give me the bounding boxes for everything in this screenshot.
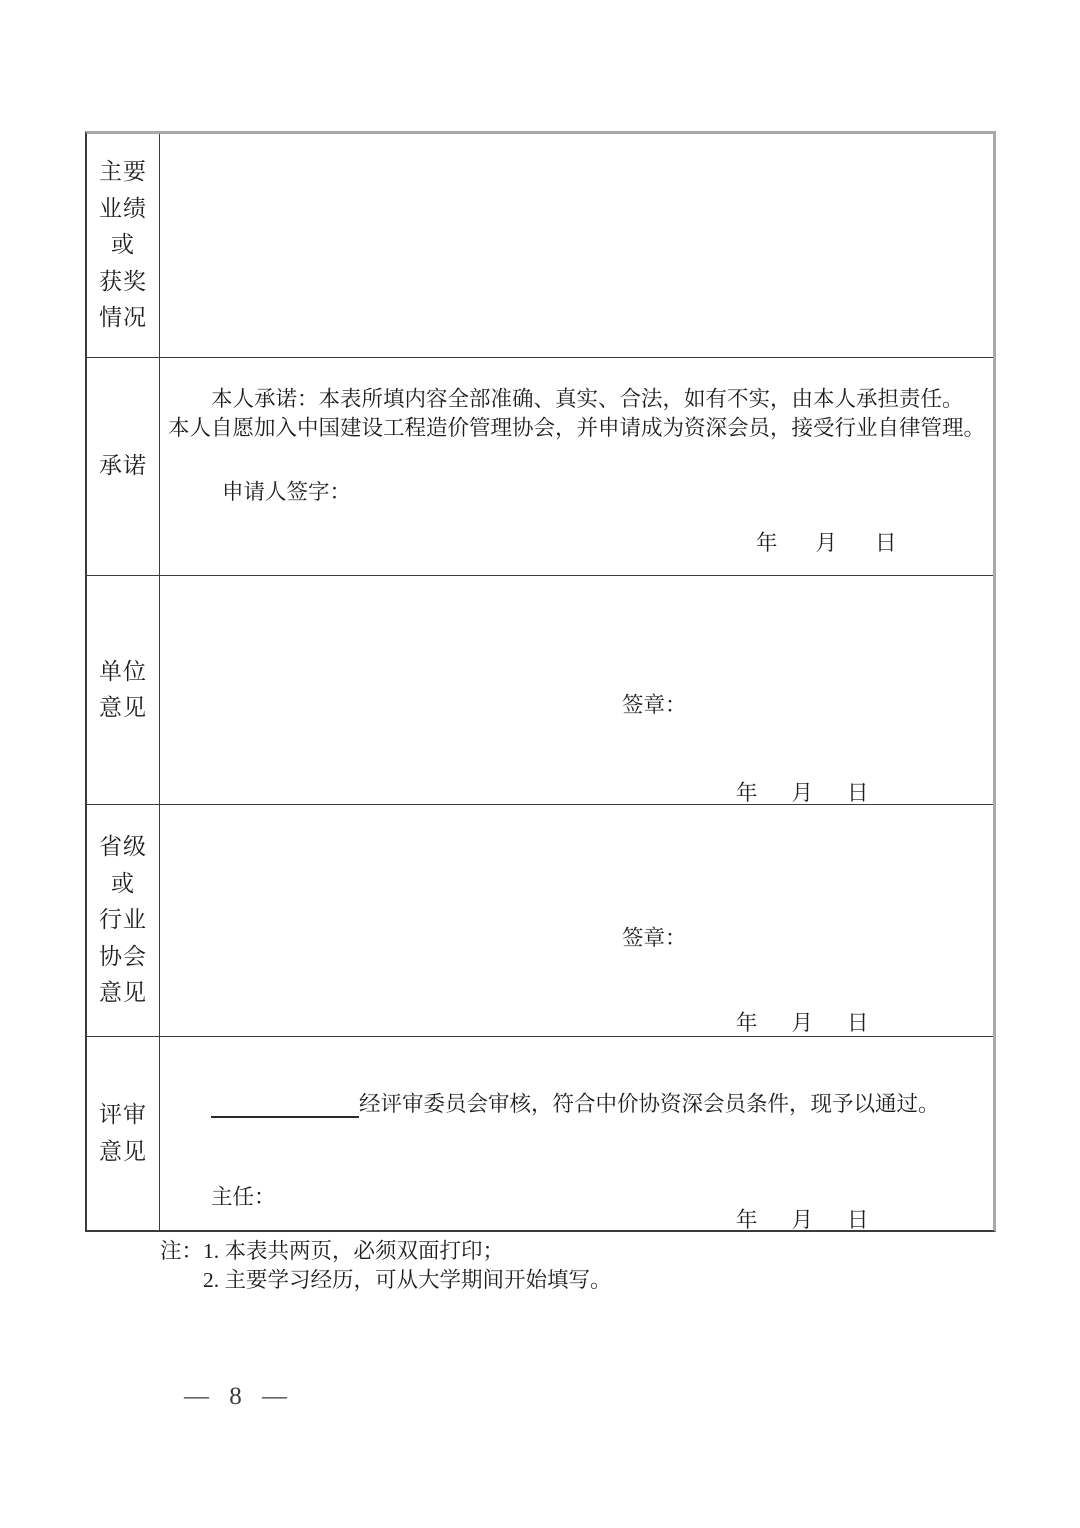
label-line: 协会 (99, 943, 147, 969)
row-achievements-label (87, 134, 160, 358)
row-commitment-label (87, 358, 160, 576)
commitment-content (160, 358, 993, 576)
label-line: 或 (111, 232, 135, 258)
review-opinion-date-line (736, 1203, 869, 1234)
year-label: 年 (736, 781, 758, 805)
label-line: 评审 (99, 1102, 147, 1127)
commitment-line-2: 本人自愿加入中国建设工程造价管理协会，并申请成为资深会员，接受行业自律管理。 (168, 415, 986, 440)
day-label: 日 (875, 531, 897, 555)
month-label: 月 (791, 781, 814, 805)
row-unit-opinion-label (87, 576, 160, 805)
label-line: 或 (111, 870, 135, 896)
label-line: 意见 (99, 980, 147, 1006)
membership-form-table (85, 131, 996, 1232)
commitment-paragraph (168, 385, 992, 442)
applicant-signature-label: 申请人签字： (222, 480, 352, 504)
achievements-blank-area (160, 134, 993, 358)
label-line: 意见 (99, 1138, 147, 1164)
row-association-opinion-label (87, 805, 160, 1037)
review-statement-line (211, 1090, 940, 1118)
review-statement: 经评审委员会审核，符合中价协资深会员条件，现予以通过。 (359, 1092, 940, 1116)
footnote-1: 1. 本表共两页，必须双面打印； (203, 1239, 505, 1263)
label-line: 情况 (99, 305, 147, 331)
month-label: 月 (815, 531, 838, 555)
unit-opinion-date-line (736, 776, 869, 807)
page-number: — 8 — (184, 1383, 289, 1410)
unit-opinion-content (160, 576, 993, 805)
footnote-2: 2. 主要学习经历，可从大学期间开始填写。 (203, 1267, 612, 1292)
label-line: 单位 (99, 658, 147, 684)
label-line: 行业 (99, 907, 147, 933)
label-line: 承诺 (99, 453, 147, 479)
label-line: 省级 (99, 834, 147, 860)
day-label: 日 (847, 1208, 869, 1232)
association-opinion-content (160, 805, 993, 1037)
footnotes-items (203, 1237, 612, 1294)
label-line: 获奖 (99, 268, 147, 294)
director-label: 主任： (211, 1185, 276, 1209)
year-label: 年 (756, 531, 778, 555)
day-label: 日 (847, 781, 869, 805)
label-line: 主要 (99, 159, 147, 185)
seal-label: 签章： (622, 693, 687, 717)
review-opinion-content (160, 1037, 993, 1230)
association-opinion-date-line (736, 1006, 869, 1037)
seal-label: 签章： (622, 926, 687, 950)
label-line: 意见 (99, 695, 147, 720)
row-review-opinion-label (87, 1037, 160, 1230)
day-label: 日 (847, 1011, 869, 1035)
month-label: 月 (791, 1208, 814, 1232)
label-line: 业绩 (99, 195, 147, 221)
footnotes (160, 1237, 612, 1294)
blank-underline (211, 1092, 359, 1118)
year-label: 年 (736, 1208, 758, 1232)
year-label: 年 (736, 1011, 758, 1035)
footnotes-prefix: 注： (160, 1239, 204, 1263)
month-label: 月 (791, 1011, 814, 1035)
commitment-date-line (756, 526, 897, 557)
commitment-line-1: 本人承诺：本表所填内容全部准确、真实、合法，如有不实，由本人承担责任。 (211, 387, 964, 411)
